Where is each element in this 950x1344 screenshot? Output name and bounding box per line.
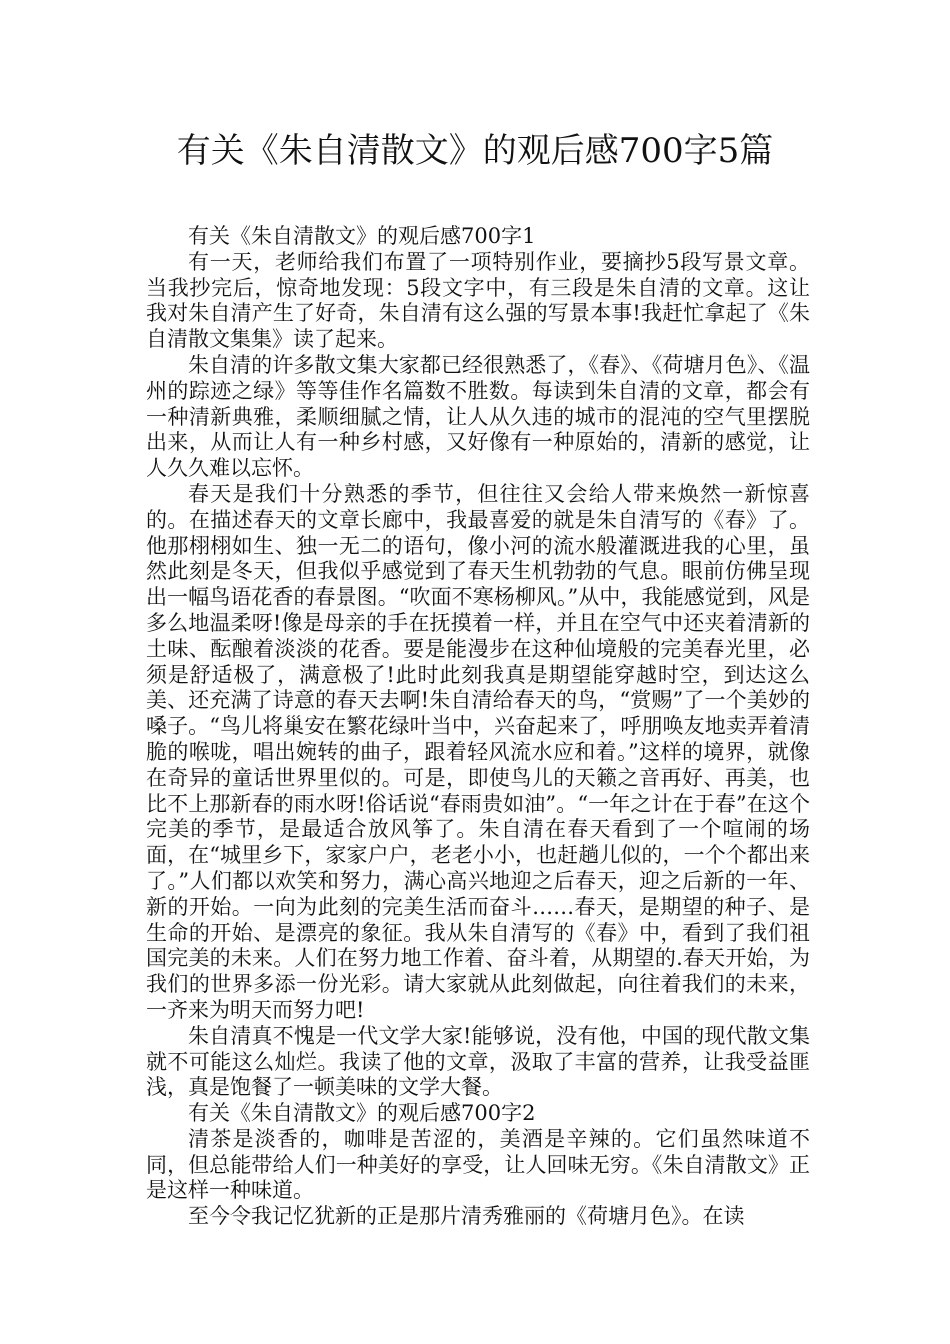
section-heading-1: 有关《朱自清散文》的观后感700字1 <box>188 224 536 248</box>
paragraph: 至今令我记忆犹新的正是那片清秀雅丽的《荷塘月色》。在读 <box>188 1204 745 1229</box>
paragraph: 清茶是淡香的，咖啡是苦涩的，美酒是辛辣的。它们虽然味道不同，但总能带给人们一种美好的享受，让人回味无穷。《朱自清散文》正是这样一种味道。 <box>146 1126 810 1203</box>
section-heading-2: 有关《朱自清散文》的观后感700字2 <box>188 1101 536 1126</box>
paragraph: 春天是我们十分熟悉的季节，但往往又会给人带来焕然一新惊喜的。在描述春天的文章长廊中，我最喜爱的就是朱自清写的《春》了。他那栩栩如生、独一无二的语句，像小河的流水般灌溉进我的心里，虽然此刻是冬天，但我似乎感觉到了春天生机勃勃的气息。眼前仿佛呈现出一幅鸟语花香的春景图。“吹面不寒杨柳风。”从中，我能感觉到，风是多么地温柔呀!像是母亲的手在抚摸着一样，并且在空气中还夹着清新的土味、酝酿着淡淡的花香。要是能漫步在这种仙境般的完美春光里，必须是舒适极了，满意极了!此时此刻我真是期望能穿越时空，到达这么美、还充满了诗意的春天去啊!朱自清给春天的鸟，“赏赐”了一个美妙的嗓子。“鸟儿将巢安在繁花绿叶当中，兴奋起来了，呼朋唤友地卖弄着清脆的喉咙，唱出婉转的曲子，跟着轻风流水应和着。”这样的境界，就像在奇异的童话世界里似的。可是，即使鸟儿的天籁之音再好、再美，也比不上那新春的雨水呀!俗话说“春雨贵如油”。“一年之计在于春”在这个完美的季节，是最适合放风筝了。朱自清在春天看到了一个喧闹的场面，在“城里乡下，家家户户，老老小小，也赶趟儿似的，一个个都出来了。”人们都以欢笑和努力，满心高兴地迎之后春天，迎之后新的一年、新的开始。一向为此刻的完美生活而奋斗……春天，是期望的种子、是生命的开始、是漂亮的象征。我从朱自清写的《春》中，看到了我们祖国完美的未来。人们在努力地工作着、奋斗着，从期望的.春天开始，为我们的世界多添一份光彩。请大家就从此刻做起，向往着我们的未来，一齐来为明天而努力吧! <box>146 481 810 1022</box>
paragraph: 朱自清真不愧是一代文学大家!能够说，没有他，中国的现代散文集就不可能这么灿烂。我读了他的文章，汲取了丰富的营养，让我受益匪浅，真是饱餐了一顿美味的文学大餐。 <box>146 1023 810 1100</box>
paragraph: 有一天，老师给我们布置了一项特别作业，要摘抄5段写景文章。当我抄完后，惊奇地发现：5段文字中，有三段是朱自清的文章。这让我对朱自清产生了好奇，朱自清有这么强的写景本事!我赶忙拿起了《朱自清散文集集》读了起来。 <box>146 249 810 352</box>
paragraph: 朱自清的许多散文集大家都已经很熟悉了，《春》、《荷塘月色》、《温州的踪迹之绿》等等佳作名篇数不胜数。每读到朱自清的文章，都会有一种清新典雅，柔顺细腻之情，让人从久违的城市的混沌的空气里摆脱出来，从而让人有一种乡村感，又好像有一种原始的，清新的感觉，让人久久难以忘怀。 <box>146 352 810 481</box>
document-body <box>146 224 810 1230</box>
document-title: 有关《朱自清散文》的观后感700字5篇 <box>176 131 774 171</box>
